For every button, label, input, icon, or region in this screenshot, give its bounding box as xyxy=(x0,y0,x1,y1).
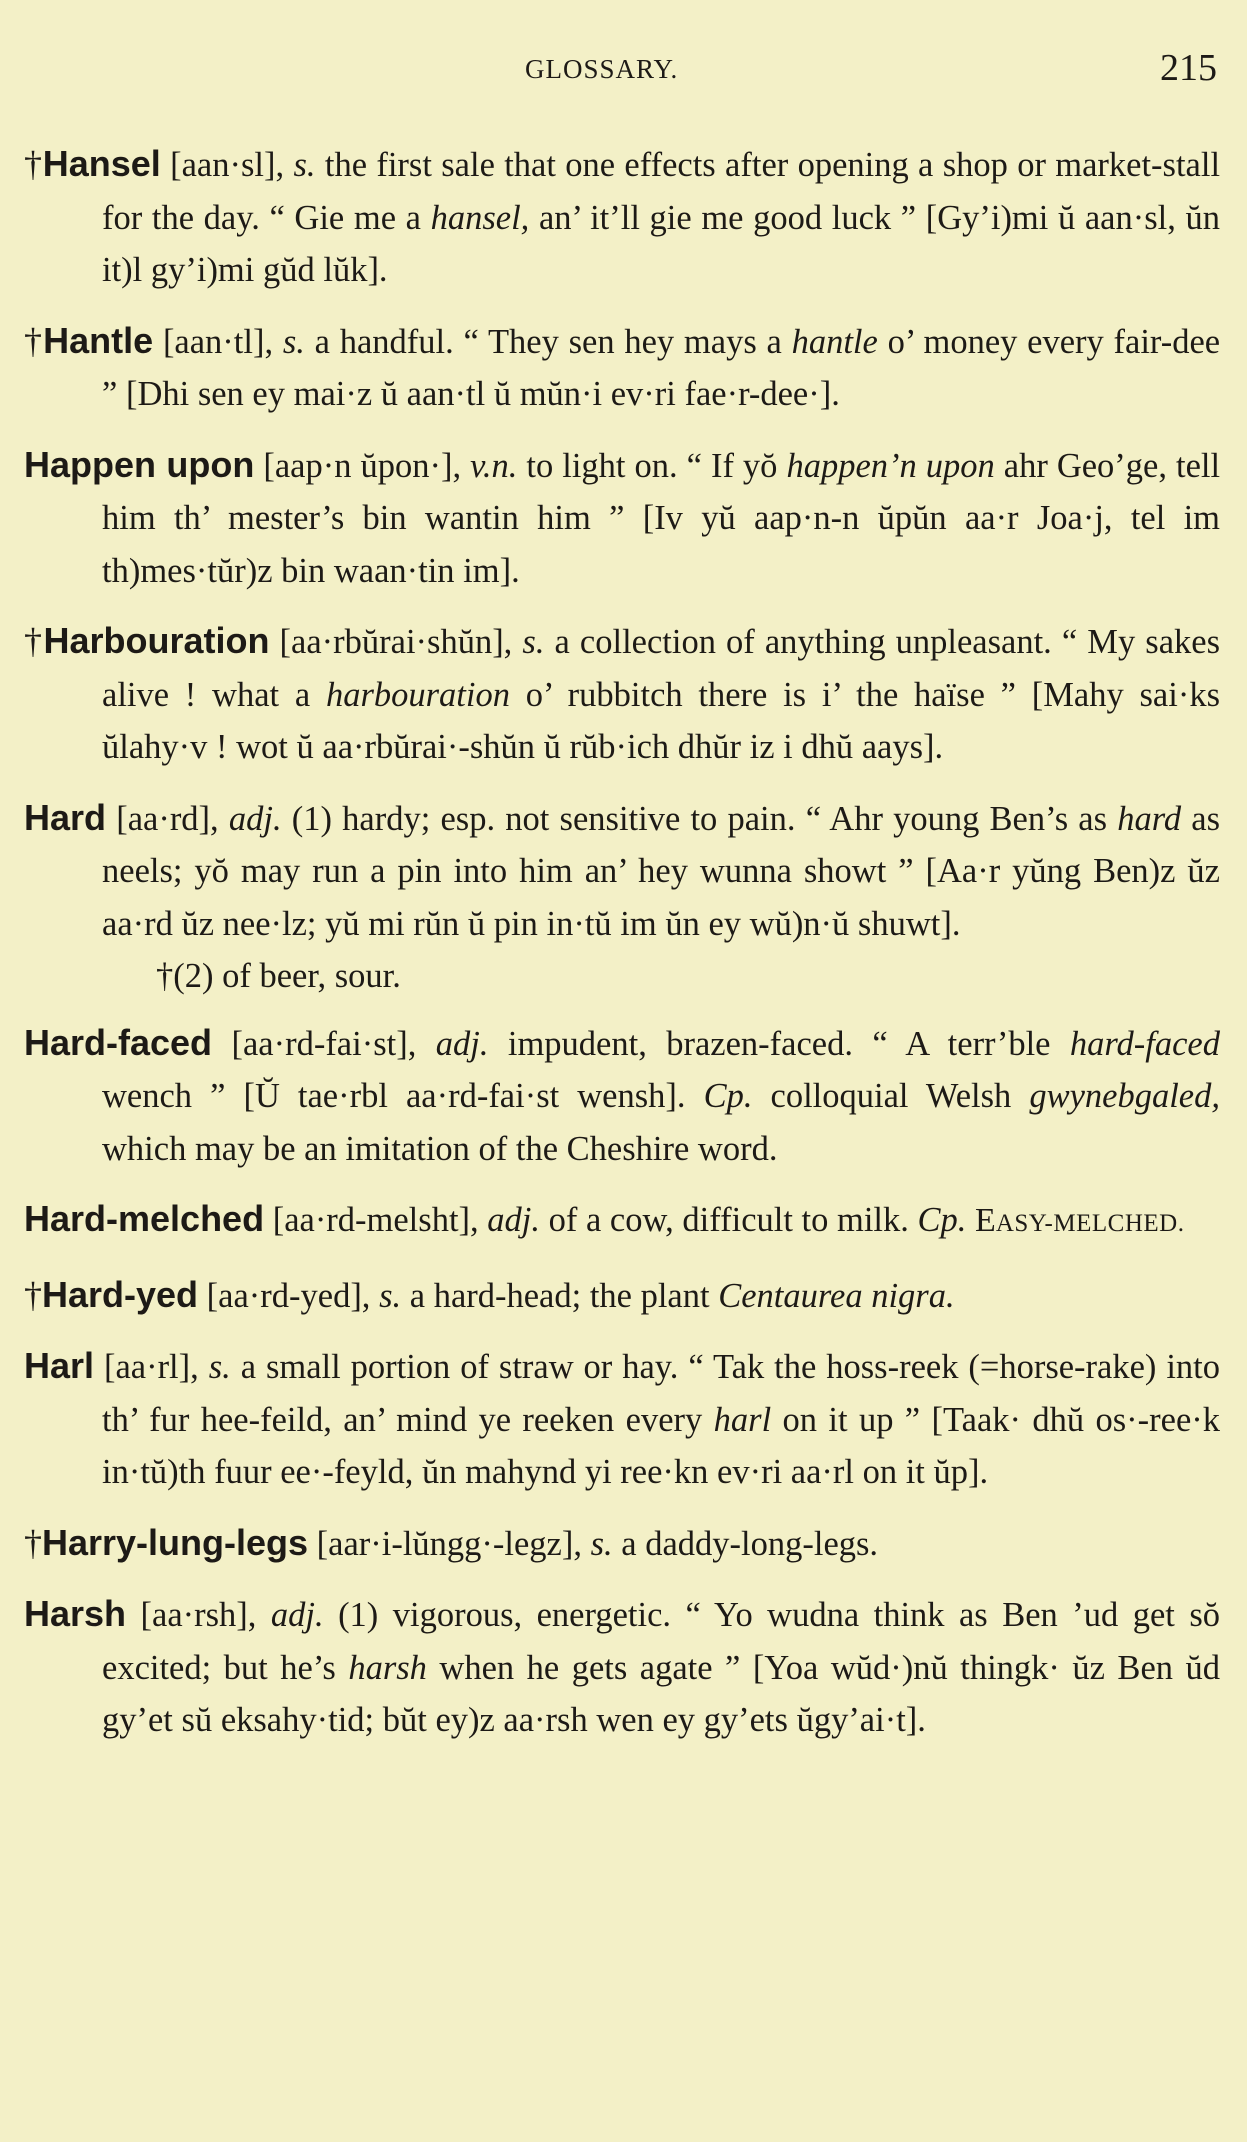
quote-headword: harsh xyxy=(348,1648,427,1687)
part-of-speech: adj. xyxy=(270,1596,324,1634)
glossary-body xyxy=(24,138,1220,1765)
headword: Hantle xyxy=(43,319,154,361)
transcription: [Taak· dhŭ os·-ree·k in·tŭ)th fuur ee·-feyld, ŭn mahynd yi ree·kn ev·ri aa·rl on it ŭp]. xyxy=(102,1400,1221,1491)
transcription: [Iv yŭ aap·n-n ŭpŭn aa·r Joa·j, tel im th)mes·tŭr)z bin waan·tin im]. xyxy=(102,499,1221,590)
dagger-mark: † xyxy=(24,621,44,661)
headword: Harsh xyxy=(24,1593,127,1634)
note-end: which may be an imitation of the Cheshire word. xyxy=(102,1129,778,1168)
quote-start: “ Ahr young Ben’s as xyxy=(805,799,1118,838)
pronunciation: [aa·rd], xyxy=(116,799,219,838)
definition: impudent, brazen-faced. xyxy=(507,1024,853,1063)
transcription: [Aa·r yŭng Ben)z ŭz aa·rd ŭz nee·lz; yŭ mi rŭn ŭ pin in·tŭ im ŭn ey wŭ)n·ŭ shuwt]. xyxy=(102,852,1220,943)
definition: the first sale that one effects after opening a shop or market-stall for the day. xyxy=(102,146,1221,237)
botanical-name: Centaurea nigra. xyxy=(718,1276,955,1315)
definition: a collection of anything unpleasant. xyxy=(554,623,1052,661)
entry-hantle xyxy=(24,315,1220,421)
pronunciation: [aap·n ŭpon·], xyxy=(263,446,462,485)
definition: a hard-head; the plant xyxy=(409,1276,719,1315)
headword: Harry-lung-legs xyxy=(42,1521,309,1563)
quote-headword: hard-faced xyxy=(1069,1024,1220,1063)
headword: Happen upon xyxy=(24,443,255,485)
quote-headword: happen’n upon xyxy=(786,446,995,485)
running-title: GLOSSARY. xyxy=(525,54,679,84)
pronunciation: [aa·rl], xyxy=(103,1348,199,1386)
quote-headword: hantle xyxy=(791,322,878,361)
entry-hard xyxy=(24,792,1220,1003)
dagger-mark: † xyxy=(24,144,43,184)
headword: Harbouration xyxy=(43,620,270,661)
part-of-speech: adj. xyxy=(435,1024,489,1063)
part-of-speech: s. xyxy=(282,322,305,361)
quote-end: an’ it’ll gie me good luck ” xyxy=(529,198,917,237)
cross-reference: ASY-MELCHED. xyxy=(995,1210,1185,1237)
pronunciation: [aar·i-lŭngg·-legz], xyxy=(316,1524,582,1563)
headword: Hard-melched xyxy=(24,1198,265,1239)
dagger-mark: † xyxy=(24,320,44,361)
pronunciation: [aan·sl], xyxy=(170,146,285,184)
definition: a handful. xyxy=(314,322,454,361)
quote-start: “ A terr’ble xyxy=(872,1024,1070,1063)
headword: Hard xyxy=(24,796,107,838)
entry-happen-upon xyxy=(24,439,1220,598)
part-of-speech: s. xyxy=(590,1524,613,1563)
part-of-speech: v.n. xyxy=(470,446,518,485)
part-of-speech: s. xyxy=(379,1276,402,1315)
entry-harsh xyxy=(24,1588,1220,1747)
pronunciation: [aa·rd-melsht], xyxy=(272,1201,479,1239)
entry-harbouration xyxy=(24,615,1220,774)
note-start: colloquial Welsh xyxy=(752,1077,1030,1115)
entry-harry-lung-legs xyxy=(24,1517,1220,1571)
quote-headword: harbouration xyxy=(325,675,510,714)
headword: Hansel xyxy=(42,143,161,184)
quote-end: on it up ” xyxy=(771,1400,921,1439)
headword: Hard-faced xyxy=(24,1021,213,1063)
quote-start: “ Yo wudna think as Ben ’ud get sŏ excited; but he’s xyxy=(102,1596,1220,1687)
quote-start: “ If yŏ xyxy=(686,446,787,485)
definition: a daddy-long-legs. xyxy=(621,1524,879,1563)
definition: (1) hardy; esp. not sensitive to pain. xyxy=(291,799,796,838)
transcription: [Mahy sai·ks ŭlahy·v ! wot ŭ aa·rbŭrai·-shŭn ŭ rŭb·ich dhŭr iz i dhŭ aays]. xyxy=(102,675,1220,766)
quote-headword: hard xyxy=(1117,799,1182,838)
quote-end: when he gets agate ” xyxy=(426,1648,741,1687)
definition: (1) vigorous, energetic. xyxy=(338,1596,672,1634)
quote-start: “ My sakes alive ! what a xyxy=(102,623,1221,714)
pronunciation: [aa·rbŭrai·shŭn], xyxy=(279,623,513,661)
definition: a small portion of straw or hay. xyxy=(240,1348,679,1386)
quote-start: “ They sen hey mays a xyxy=(463,322,792,361)
dagger-mark: † xyxy=(24,1274,42,1315)
definition: to light on. xyxy=(526,446,678,485)
part-of-speech: adj. xyxy=(487,1201,540,1239)
cross-reference-initial: E xyxy=(975,1202,996,1239)
part-of-speech: s. xyxy=(293,146,316,184)
part-of-speech: s. xyxy=(522,623,545,661)
entry-hard-melched xyxy=(24,1193,1220,1251)
transcription: [Gy’i)mi ŭ aan·sl, ŭn it)l gy’i)mi gŭd lŭk]. xyxy=(102,198,1221,289)
entry-hard-yed xyxy=(24,1269,1220,1323)
quote-headword: hansel, xyxy=(430,198,530,237)
quote-end: ahr Geo’ge, tell him th’ mester’s bin wantin him ” xyxy=(102,446,1221,537)
quote-end: o’ rubbitch there is i’ the haïse ” xyxy=(509,675,1016,714)
transcription: [Ŭ tae·rbl aa·rd-fai·st wensh]. xyxy=(243,1077,686,1115)
quote-start: “ Gie me a xyxy=(269,198,431,237)
transcription: [Yoa wŭd·)nŭ thingk· ŭz Ben ŭd gy’et sŭ eksahy·tid; bŭt ey)z aa·rsh wen ey gy’ets ŭgy’ai·t]. xyxy=(102,1648,1221,1739)
headword: Hard-yed xyxy=(42,1273,199,1315)
quote-end: o’ money every fair-dee ” xyxy=(102,322,1221,413)
part-of-speech: adj. xyxy=(228,799,282,838)
pronunciation: [aa·rsh], xyxy=(140,1596,257,1634)
pronunciation: [aan·tl], xyxy=(162,322,274,361)
entry-hard-faced xyxy=(24,1017,1220,1176)
page-number: 215 xyxy=(1160,47,1217,89)
headword: Harl xyxy=(24,1345,95,1386)
pronunciation: [aa·rd-fai·st], xyxy=(231,1024,417,1063)
part-of-speech: s. xyxy=(208,1348,231,1386)
running-header xyxy=(0,46,1247,96)
quote-end: wench ” xyxy=(102,1077,226,1115)
transcription: [Dhi sen ey mai·z ŭ aan·tl ŭ mŭn·i ev·ri fae·r-dee·]. xyxy=(125,375,840,413)
pronunciation: [aa·rd-yed], xyxy=(206,1276,371,1315)
compare-abbrev: Cp. xyxy=(917,1201,967,1239)
quote-end: as neels; yŏ may run a pin into him an’ hey wunna showt ” xyxy=(102,799,1221,890)
sub-sense: †(2) of beer, sour. xyxy=(156,957,401,995)
dagger-mark: † xyxy=(24,1522,42,1563)
note-welsh-word: gwynebgaled, xyxy=(1029,1077,1220,1115)
quote-start: “ Tak the hoss-reek (=horse-rake) into th’ fur hee-feild, an’ mind ye reeken every xyxy=(102,1348,1221,1439)
definition: of a cow, difficult to milk. xyxy=(548,1201,909,1239)
compare-abbrev: Cp. xyxy=(703,1077,753,1115)
quote-headword: harl xyxy=(713,1400,772,1439)
entry-harl xyxy=(24,1340,1220,1499)
entry-hansel xyxy=(24,138,1220,297)
